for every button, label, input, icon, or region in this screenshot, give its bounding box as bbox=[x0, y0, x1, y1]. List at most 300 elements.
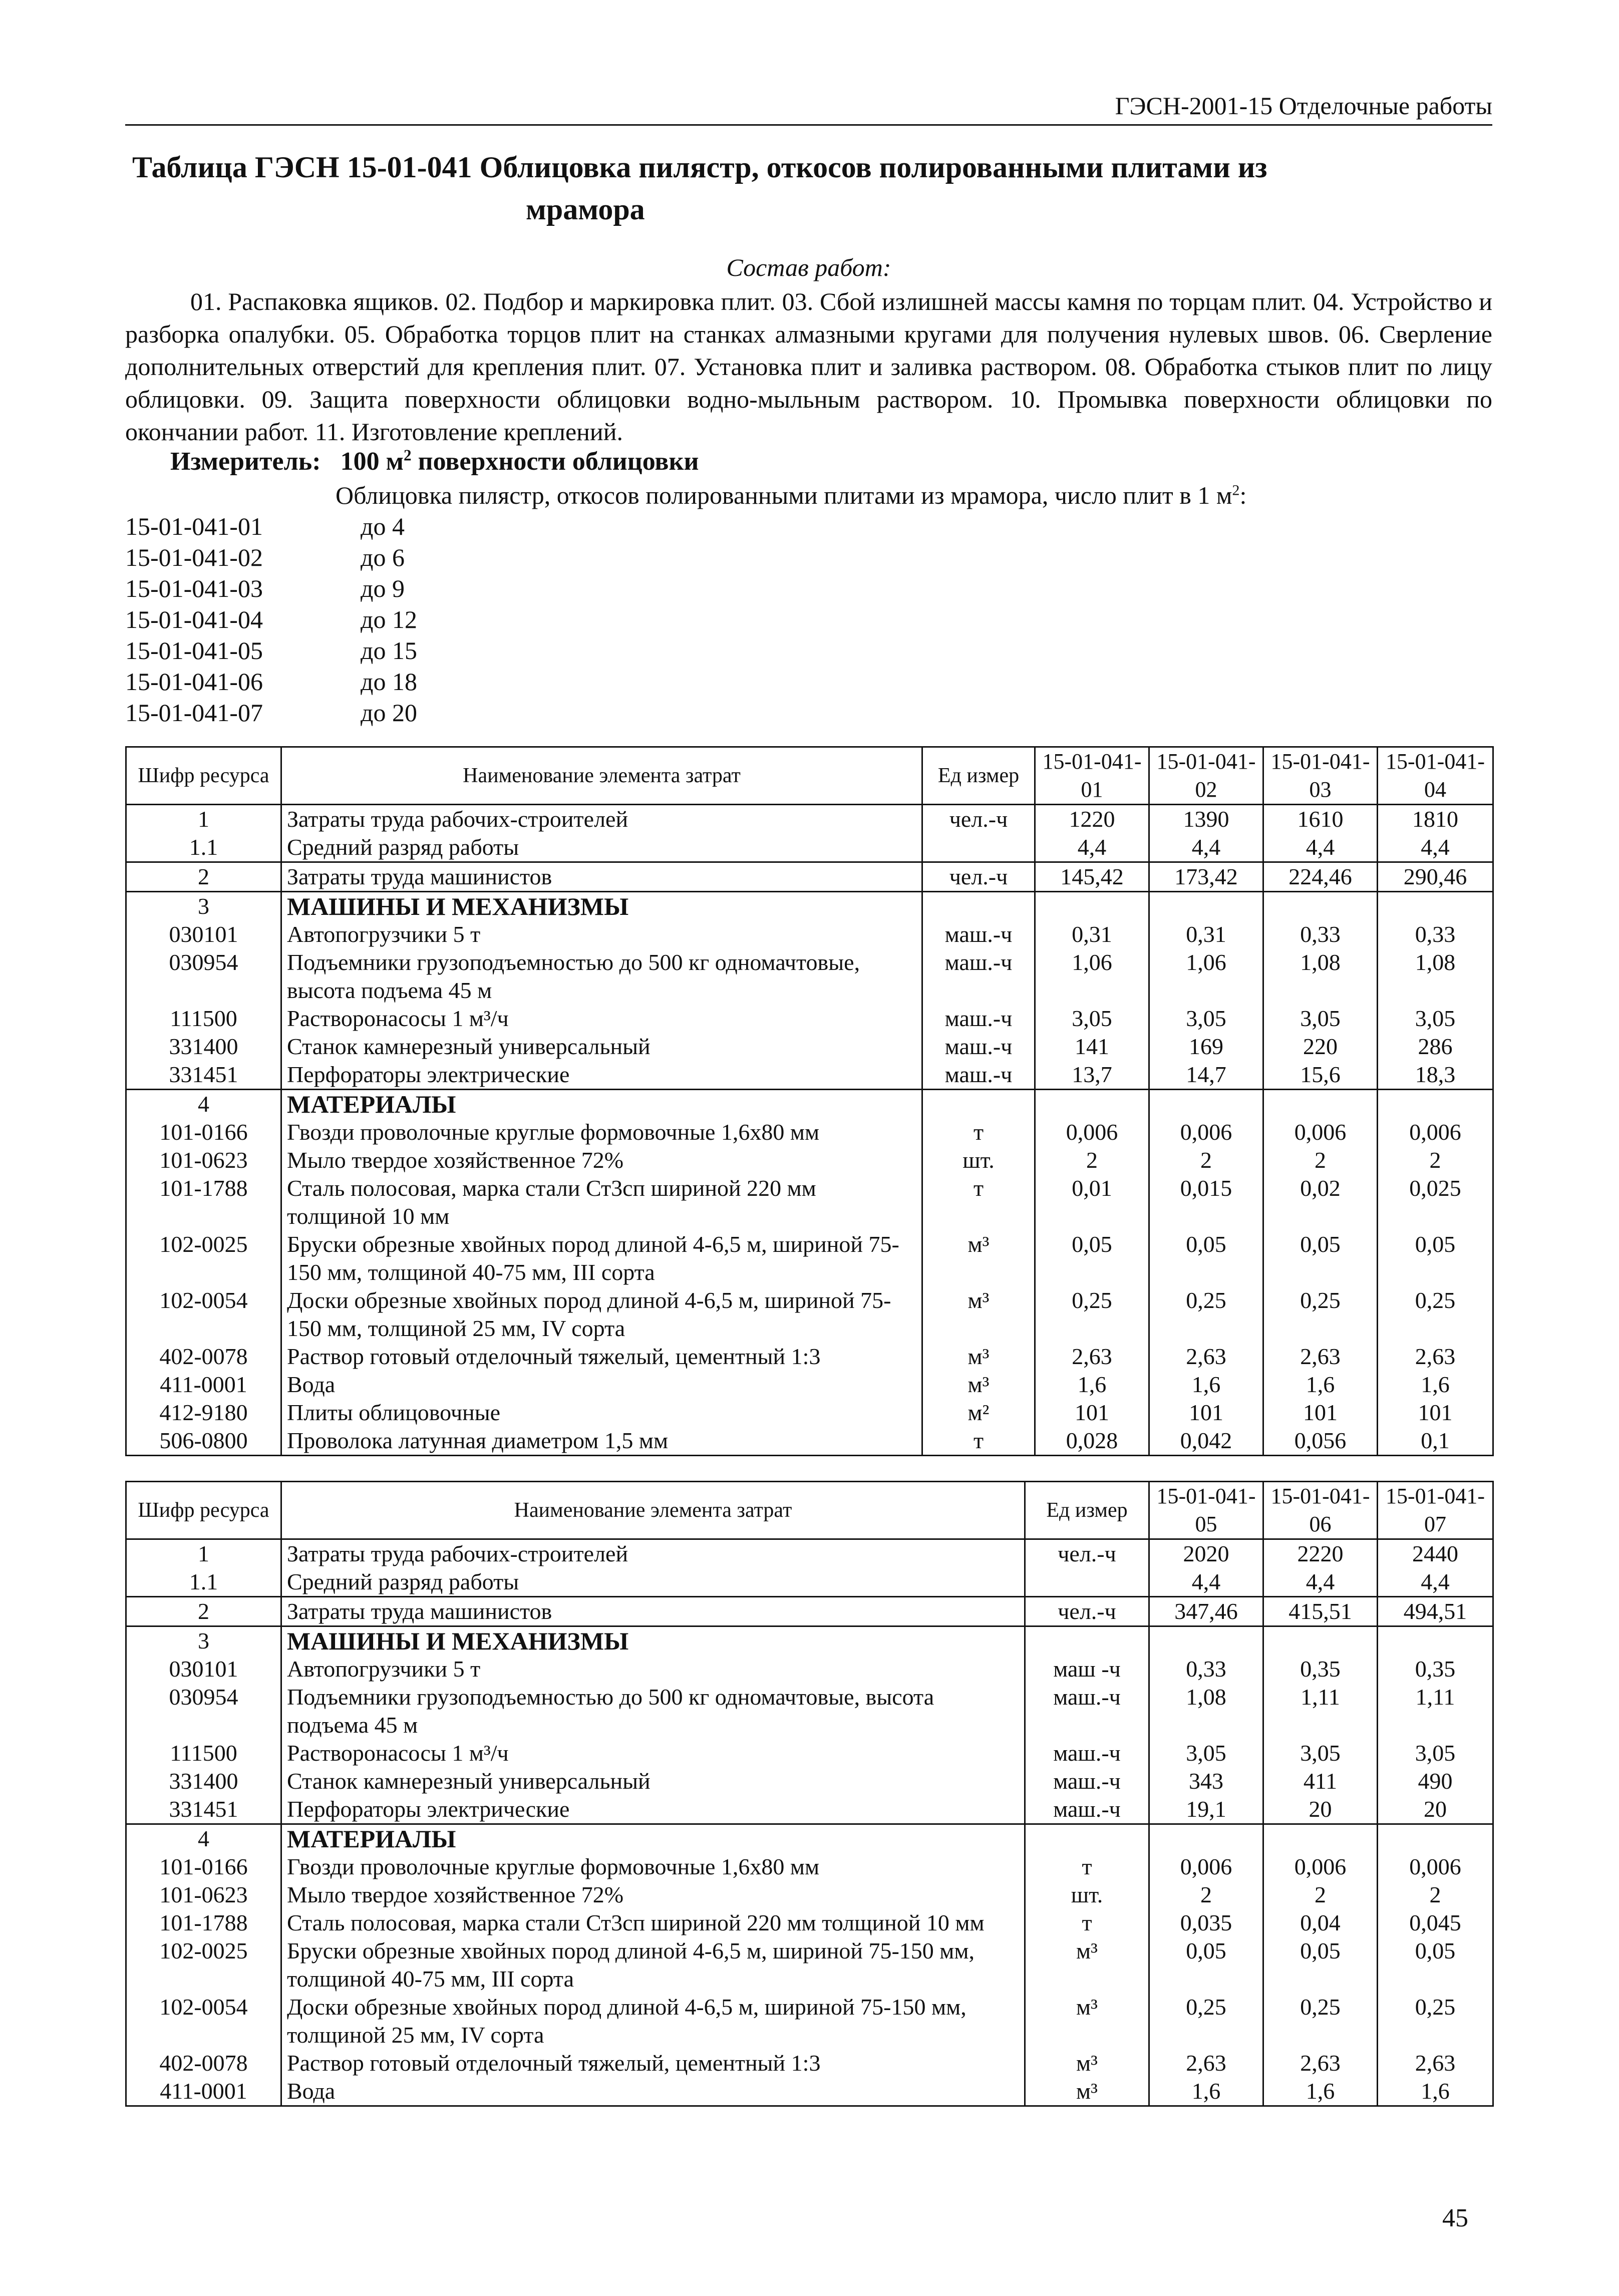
resource-code: 412-9180 bbox=[126, 1399, 281, 1427]
value-cell bbox=[1378, 1626, 1493, 1656]
value-cell: 0,05 bbox=[1149, 1230, 1263, 1286]
value-cell: 1,08 bbox=[1378, 948, 1493, 1005]
value-cell: 220 bbox=[1263, 1033, 1378, 1061]
unit: м³ bbox=[922, 1230, 1035, 1286]
value-cell: 4,4 bbox=[1378, 1568, 1493, 1597]
value-cell bbox=[1263, 892, 1378, 921]
value-cell: 0,35 bbox=[1378, 1655, 1493, 1683]
code-list-item bbox=[125, 666, 417, 697]
unit bbox=[922, 1090, 1035, 1119]
unit: чел.-ч bbox=[922, 862, 1035, 892]
value-cell: 18,3 bbox=[1378, 1061, 1493, 1090]
table-row bbox=[126, 1033, 1493, 1061]
unit bbox=[1025, 1626, 1149, 1656]
table-row bbox=[126, 1767, 1493, 1795]
value-cell: 2,63 bbox=[1149, 2049, 1263, 2077]
table-row bbox=[126, 1853, 1493, 1881]
header-unit: Ед измер bbox=[922, 747, 1035, 805]
section-row bbox=[126, 1090, 1493, 1119]
value-cell: 415,51 bbox=[1263, 1597, 1378, 1626]
header-column-code: 15-01-041-05 bbox=[1149, 1482, 1263, 1539]
cost-element-name: Вода bbox=[281, 1371, 922, 1399]
value-cell: 0,25 bbox=[1149, 1993, 1263, 2049]
value-cell: 0,025 bbox=[1378, 1174, 1493, 1230]
resource-code: 111500 bbox=[126, 1005, 281, 1033]
code-number: 15-01-041-07 bbox=[125, 699, 263, 727]
value-cell: 4,4 bbox=[1263, 833, 1378, 862]
value-cell: 0,02 bbox=[1263, 1174, 1378, 1230]
resource-code: 030954 bbox=[126, 1683, 281, 1739]
unit: т bbox=[922, 1427, 1035, 1456]
table-row bbox=[126, 2077, 1493, 2106]
cost-element-name: Затраты труда машинистов bbox=[281, 862, 922, 892]
value-cell: 1,06 bbox=[1035, 948, 1149, 1005]
title-line-1: Таблица ГЭСН 15-01-041 Облицовка пилястр, откосов полированными плитами из bbox=[132, 151, 1267, 184]
table-title bbox=[125, 146, 1492, 230]
value-cell: 2 bbox=[1149, 1146, 1263, 1174]
value-cell: 4,4 bbox=[1149, 833, 1263, 862]
note-pre: Облицовка пилястр, откосов полированными плитами из мрамора, число плит в 1 м bbox=[336, 481, 1232, 509]
value-cell: 0,04 bbox=[1263, 1909, 1378, 1937]
unit: т bbox=[1025, 1853, 1149, 1881]
code-number: 15-01-041-03 bbox=[125, 574, 263, 602]
value-cell bbox=[1378, 1090, 1493, 1119]
cost-element-name: Бруски обрезные хвойных пород длиной 4-6,5 м, шириной 75-150 мм, толщиной 40-75 мм, III сорта bbox=[281, 1937, 1025, 1993]
unit: маш.-ч bbox=[922, 920, 1035, 948]
measure-value-post: поверхности облицовки bbox=[411, 447, 699, 476]
resource-code: 3 bbox=[126, 892, 281, 921]
value-cell: 0,006 bbox=[1149, 1853, 1263, 1881]
cost-element-name: Доски обрезные хвойных пород длиной 4-6,5 м, шириной 75-150 мм, толщиной 25 мм, IV сорта bbox=[281, 1993, 1025, 2049]
code-list bbox=[125, 511, 417, 728]
cost-element-name: Средний разряд работы bbox=[281, 1568, 1025, 1597]
resource-code: 101-0623 bbox=[126, 1146, 281, 1174]
value-cell: 15,6 bbox=[1263, 1061, 1378, 1090]
header-column-code: 15-01-041-07 bbox=[1378, 1482, 1493, 1539]
value-cell bbox=[1149, 1626, 1263, 1656]
cost-element-name: Мыло твердое хозяйственное 72% bbox=[281, 1146, 922, 1174]
value-cell: 0,33 bbox=[1378, 920, 1493, 948]
value-cell: 1,6 bbox=[1263, 2077, 1378, 2106]
table-row bbox=[126, 1174, 1493, 1230]
value-cell: 101 bbox=[1035, 1399, 1149, 1427]
resource-code: 1 bbox=[126, 805, 281, 834]
value-cell: 0,33 bbox=[1263, 920, 1378, 948]
value-cell: 1220 bbox=[1035, 805, 1149, 834]
value-cell bbox=[1149, 1824, 1263, 1853]
code-list-item bbox=[125, 635, 417, 666]
header-column-code: 15-01-041-02 bbox=[1149, 747, 1263, 805]
unit: м³ bbox=[1025, 1993, 1149, 2049]
header-code: Шифр ресурса bbox=[126, 747, 281, 805]
value-cell: 2,63 bbox=[1263, 2049, 1378, 2077]
cost-element-name: МАТЕРИАЛЫ bbox=[281, 1824, 1025, 1853]
value-cell: 286 bbox=[1378, 1033, 1493, 1061]
value-cell: 347,46 bbox=[1149, 1597, 1263, 1626]
value-cell: 20 bbox=[1378, 1795, 1493, 1824]
unit: м³ bbox=[1025, 2049, 1149, 2077]
value-cell: 224,46 bbox=[1263, 862, 1378, 892]
value-cell: 101 bbox=[1149, 1399, 1263, 1427]
value-cell: 0,05 bbox=[1149, 1937, 1263, 1993]
value-cell: 0,056 bbox=[1263, 1427, 1378, 1456]
value-cell bbox=[1263, 1824, 1378, 1853]
table-row bbox=[126, 1909, 1493, 1937]
resource-code: 102-0025 bbox=[126, 1230, 281, 1286]
code-description: до 20 bbox=[361, 699, 417, 727]
value-cell: 0,028 bbox=[1035, 1427, 1149, 1456]
unit: чел.-ч bbox=[922, 805, 1035, 834]
unit: маш.-ч bbox=[1025, 1739, 1149, 1767]
table-row bbox=[126, 1739, 1493, 1767]
table-row bbox=[126, 920, 1493, 948]
table-row bbox=[126, 1371, 1493, 1399]
cost-element-name: Проволока латунная диаметром 1,5 мм bbox=[281, 1427, 922, 1456]
resource-code: 102-0025 bbox=[126, 1937, 281, 1993]
value-cell: 0,31 bbox=[1035, 920, 1149, 948]
unit: т bbox=[922, 1174, 1035, 1230]
header-name: Наименование элемента затрат bbox=[281, 1482, 1025, 1539]
table-row bbox=[126, 1568, 1493, 1597]
measure-value-pre: 100 м bbox=[340, 447, 404, 476]
section-row bbox=[126, 892, 1493, 921]
header-column-code: 15-01-041-06 bbox=[1263, 1482, 1378, 1539]
cost-element-name: Мыло твердое хозяйственное 72% bbox=[281, 1881, 1025, 1909]
value-cell: 1,11 bbox=[1263, 1683, 1378, 1739]
cost-element-name: МАШИНЫ И МЕХАНИЗМЫ bbox=[281, 1626, 1025, 1656]
cost-element-name: МАШИНЫ И МЕХАНИЗМЫ bbox=[281, 892, 922, 921]
cost-element-name: Растворонасосы 1 м³/ч bbox=[281, 1005, 922, 1033]
value-cell: 3,05 bbox=[1378, 1739, 1493, 1767]
work-composition-text: 01. Распаковка ящиков. 02. Подбор и маркировка плит. 03. Сбой излишней массы камня по торцам плит. 04. Устройство и разборка опалубки. 05. Обработка торцов плит на станках алмазными кругами для получения нулевых швов. 06. Сверление дополнительных отверстий для крепления плит. 07. Установка плит и заливка раствором. 08. Обработка стыков плит по лицу облицовки. 09. Защита поверхности облицовки водно-мыльным раствором. 10. Промывка поверхности облицовки по окончании работ. 11. Изготовление креплений. bbox=[125, 287, 1492, 446]
value-cell: 4,4 bbox=[1378, 833, 1493, 862]
table-header-row bbox=[126, 1482, 1493, 1539]
resource-code: 331451 bbox=[126, 1061, 281, 1090]
value-cell: 0,006 bbox=[1378, 1853, 1493, 1881]
value-cell: 343 bbox=[1149, 1767, 1263, 1795]
value-cell: 4,4 bbox=[1149, 1568, 1263, 1597]
value-cell: 3,05 bbox=[1149, 1005, 1263, 1033]
cost-element-name: Станок камнерезный универсальный bbox=[281, 1767, 1025, 1795]
code-number: 15-01-041-04 bbox=[125, 605, 263, 633]
resource-code: 1.1 bbox=[126, 833, 281, 862]
unit: маш -ч bbox=[1025, 1655, 1149, 1683]
value-cell: 3,05 bbox=[1378, 1005, 1493, 1033]
value-cell: 13,7 bbox=[1035, 1061, 1149, 1090]
table-row bbox=[126, 1597, 1493, 1626]
table-row bbox=[126, 1427, 1493, 1456]
value-cell: 2440 bbox=[1378, 1539, 1493, 1568]
value-cell: 1,6 bbox=[1378, 2077, 1493, 2106]
value-cell: 2020 bbox=[1149, 1539, 1263, 1568]
cost-element-name: Затраты труда машинистов bbox=[281, 1597, 1025, 1626]
value-cell: 101 bbox=[1378, 1399, 1493, 1427]
resource-code: 506-0800 bbox=[126, 1427, 281, 1456]
code-description: до 9 bbox=[361, 574, 405, 602]
value-cell: 0,042 bbox=[1149, 1427, 1263, 1456]
cost-element-name: Доски обрезные хвойных пород длиной 4-6,5 м, шириной 75-150 мм, толщиной 25 мм, IV сорта bbox=[281, 1286, 922, 1343]
table-header-row bbox=[126, 747, 1493, 805]
value-cell: 4,4 bbox=[1035, 833, 1149, 862]
value-cell: 0,05 bbox=[1263, 1937, 1378, 1993]
unit: м³ bbox=[1025, 1937, 1149, 1993]
unit bbox=[1025, 1824, 1149, 1853]
value-cell: 19,1 bbox=[1149, 1795, 1263, 1824]
cost-element-name: Подъемники грузоподъемностью до 500 кг одномачтовые, высота подъема 45 м bbox=[281, 948, 922, 1005]
value-cell: 0,25 bbox=[1035, 1286, 1149, 1343]
unit bbox=[1025, 1568, 1149, 1597]
resource-code: 402-0078 bbox=[126, 1343, 281, 1371]
value-cell: 0,33 bbox=[1149, 1655, 1263, 1683]
value-cell: 1610 bbox=[1263, 805, 1378, 834]
value-cell: 0,006 bbox=[1263, 1118, 1378, 1146]
resource-code: 3 bbox=[126, 1626, 281, 1656]
unit: маш.-ч bbox=[1025, 1767, 1149, 1795]
table-row bbox=[126, 1343, 1493, 1371]
code-description: до 6 bbox=[361, 543, 405, 571]
table-row bbox=[126, 1061, 1493, 1090]
value-cell: 101 bbox=[1263, 1399, 1378, 1427]
value-cell: 490 bbox=[1378, 1767, 1493, 1795]
value-cell: 2 bbox=[1378, 1881, 1493, 1909]
note-sup: 2 bbox=[1232, 482, 1240, 499]
cost-element-name: Вода bbox=[281, 2077, 1025, 2106]
cost-element-name: Плиты облицовочные bbox=[281, 1399, 922, 1427]
unit: т bbox=[922, 1118, 1035, 1146]
unit: м³ bbox=[922, 1286, 1035, 1343]
cost-element-name: Раствор готовый отделочный тяжелый, цементный 1:3 bbox=[281, 2049, 1025, 2077]
code-description: до 15 bbox=[361, 636, 417, 665]
unit: м³ bbox=[922, 1343, 1035, 1371]
unit: маш.-ч bbox=[922, 1033, 1035, 1061]
unit: м³ bbox=[922, 1371, 1035, 1399]
table-row bbox=[126, 1993, 1493, 2049]
value-cell: 3,05 bbox=[1035, 1005, 1149, 1033]
resource-code: 101-0166 bbox=[126, 1853, 281, 1881]
value-cell: 169 bbox=[1149, 1033, 1263, 1061]
value-cell: 0,05 bbox=[1378, 1937, 1493, 1993]
table-row bbox=[126, 1881, 1493, 1909]
table-row bbox=[126, 1286, 1493, 1343]
value-cell bbox=[1035, 1090, 1149, 1119]
value-cell bbox=[1149, 1090, 1263, 1119]
code-list-item bbox=[125, 542, 417, 573]
cost-element-name: Подъемники грузоподъемностью до 500 кг одномачтовые, высота подъема 45 м bbox=[281, 1683, 1025, 1739]
header-name: Наименование элемента затрат bbox=[281, 747, 922, 805]
cost-element-name: Перфораторы электрические bbox=[281, 1061, 922, 1090]
note-post: : bbox=[1239, 481, 1247, 509]
unit bbox=[922, 892, 1035, 921]
measure-label: Измеритель: bbox=[170, 447, 321, 476]
resource-code: 2 bbox=[126, 1597, 281, 1626]
unit: чел.-ч bbox=[1025, 1539, 1149, 1568]
table-row bbox=[126, 2049, 1493, 2077]
code-list-item bbox=[125, 697, 417, 728]
value-cell: 0,25 bbox=[1263, 1993, 1378, 2049]
value-cell bbox=[1149, 892, 1263, 921]
value-cell: 0,35 bbox=[1263, 1655, 1378, 1683]
value-cell: 2 bbox=[1035, 1146, 1149, 1174]
cost-table-2 bbox=[125, 1481, 1494, 2107]
resource-code: 1 bbox=[126, 1539, 281, 1568]
value-cell: 14,7 bbox=[1149, 1061, 1263, 1090]
resource-code: 2 bbox=[126, 862, 281, 892]
value-cell bbox=[1263, 1626, 1378, 1656]
value-cell: 1,6 bbox=[1149, 1371, 1263, 1399]
table-row bbox=[126, 948, 1493, 1005]
value-cell: 0,05 bbox=[1035, 1230, 1149, 1286]
value-cell: 0,1 bbox=[1378, 1427, 1493, 1456]
code-description: до 4 bbox=[361, 512, 405, 540]
section-row bbox=[126, 1824, 1493, 1853]
value-cell: 1,6 bbox=[1378, 1371, 1493, 1399]
value-cell: 2,63 bbox=[1035, 1343, 1149, 1371]
resource-code: 331400 bbox=[126, 1767, 281, 1795]
unit: м² bbox=[922, 1399, 1035, 1427]
value-cell: 0,006 bbox=[1149, 1118, 1263, 1146]
work-composition-heading: Состав работ: bbox=[726, 253, 891, 281]
code-list-item bbox=[125, 604, 417, 635]
value-cell: 3,05 bbox=[1263, 1005, 1378, 1033]
cost-element-name: Затраты труда рабочих-строителей bbox=[281, 805, 922, 834]
header-unit: Ед измер bbox=[1025, 1482, 1149, 1539]
value-cell: 0,05 bbox=[1263, 1230, 1378, 1286]
value-cell: 1390 bbox=[1149, 805, 1263, 834]
value-cell: 2,63 bbox=[1149, 1343, 1263, 1371]
cost-element-name: Затраты труда рабочих-строителей bbox=[281, 1539, 1025, 1568]
resource-code: 102-0054 bbox=[126, 1286, 281, 1343]
resource-code: 4 bbox=[126, 1824, 281, 1853]
table-row bbox=[126, 1539, 1493, 1568]
value-cell: 1,11 bbox=[1378, 1683, 1493, 1739]
resource-code: 101-0623 bbox=[126, 1881, 281, 1909]
value-cell: 0,25 bbox=[1378, 1286, 1493, 1343]
plates-note bbox=[125, 481, 1492, 510]
resource-code: 101-1788 bbox=[126, 1909, 281, 1937]
header-code: Шифр ресурса bbox=[126, 1482, 281, 1539]
value-cell: 0,006 bbox=[1035, 1118, 1149, 1146]
value-cell: 0,25 bbox=[1378, 1993, 1493, 2049]
code-description: до 12 bbox=[361, 605, 417, 633]
value-cell: 1810 bbox=[1378, 805, 1493, 834]
value-cell: 0,006 bbox=[1263, 1853, 1378, 1881]
value-cell: 1,6 bbox=[1035, 1371, 1149, 1399]
resource-code: 030101 bbox=[126, 1655, 281, 1683]
table-row bbox=[126, 805, 1493, 834]
table-row bbox=[126, 1146, 1493, 1174]
unit bbox=[922, 833, 1035, 862]
value-cell: 0,25 bbox=[1263, 1286, 1378, 1343]
cost-element-name: МАТЕРИАЛЫ bbox=[281, 1090, 922, 1119]
value-cell: 2 bbox=[1378, 1146, 1493, 1174]
cost-element-name: Бруски обрезные хвойных пород длиной 4-6,5 м, шириной 75-150 мм, толщиной 40-75 мм, III сорта bbox=[281, 1230, 922, 1286]
resource-code: 102-0054 bbox=[126, 1993, 281, 2049]
cost-element-name: Станок камнерезный универсальный bbox=[281, 1033, 922, 1061]
cost-element-name: Гвозди проволочные круглые формовочные 1,6х80 мм bbox=[281, 1118, 922, 1146]
unit: чел.-ч bbox=[1025, 1597, 1149, 1626]
table-row bbox=[126, 1005, 1493, 1033]
header-column-code: 15-01-041-04 bbox=[1378, 747, 1493, 805]
value-cell: 0,045 bbox=[1378, 1909, 1493, 1937]
resource-code: 4 bbox=[126, 1090, 281, 1119]
value-cell: 1,08 bbox=[1263, 948, 1378, 1005]
table-row bbox=[126, 862, 1493, 892]
resource-code: 030101 bbox=[126, 920, 281, 948]
cost-element-name: Автопогрузчики 5 т bbox=[281, 920, 922, 948]
cost-element-name: Сталь полосовая, марка стали Ст3сп шириной 220 мм толщиной 10 мм bbox=[281, 1174, 922, 1230]
value-cell: 0,01 bbox=[1035, 1174, 1149, 1230]
table-row bbox=[126, 1118, 1493, 1146]
table-row bbox=[126, 1795, 1493, 1824]
unit: маш.-ч bbox=[922, 1005, 1035, 1033]
cost-element-name: Сталь полосовая, марка стали Ст3сп шириной 220 мм толщиной 10 мм bbox=[281, 1909, 1025, 1937]
page-number: 45 bbox=[1442, 2204, 1468, 2232]
table-row bbox=[126, 833, 1493, 862]
unit: шт. bbox=[1025, 1881, 1149, 1909]
value-cell: 0,05 bbox=[1378, 1230, 1493, 1286]
value-cell: 2,63 bbox=[1263, 1343, 1378, 1371]
value-cell: 3,05 bbox=[1263, 1739, 1378, 1767]
unit: маш.-ч bbox=[922, 1061, 1035, 1090]
code-number: 15-01-041-06 bbox=[125, 668, 263, 696]
header-column-code: 15-01-041-01 bbox=[1035, 747, 1149, 805]
value-cell: 411 bbox=[1263, 1767, 1378, 1795]
value-cell: 494,51 bbox=[1378, 1597, 1493, 1626]
value-cell bbox=[1378, 1824, 1493, 1853]
value-cell bbox=[1035, 892, 1149, 921]
value-cell: 2 bbox=[1149, 1881, 1263, 1909]
cost-table-1 bbox=[125, 746, 1494, 1456]
value-cell: 145,42 bbox=[1035, 862, 1149, 892]
value-cell bbox=[1378, 892, 1493, 921]
resource-code: 101-1788 bbox=[126, 1174, 281, 1230]
value-cell: 1,6 bbox=[1149, 2077, 1263, 2106]
code-description: до 18 bbox=[361, 668, 417, 696]
cost-element-name: Гвозди проволочные круглые формовочные 1,6х80 мм bbox=[281, 1853, 1025, 1881]
table-row bbox=[126, 1230, 1493, 1286]
value-cell: 2,63 bbox=[1378, 2049, 1493, 2077]
table-row bbox=[126, 1683, 1493, 1739]
value-cell: 0,31 bbox=[1149, 920, 1263, 948]
resource-code: 411-0001 bbox=[126, 1371, 281, 1399]
code-list-item bbox=[125, 573, 417, 604]
cost-element-name: Растворонасосы 1 м³/ч bbox=[281, 1739, 1025, 1767]
code-number: 15-01-041-05 bbox=[125, 636, 263, 665]
value-cell: 1,08 bbox=[1149, 1683, 1263, 1739]
resource-code: 331400 bbox=[126, 1033, 281, 1061]
cost-element-name: Средний разряд работы bbox=[281, 833, 922, 862]
value-cell: 0,25 bbox=[1149, 1286, 1263, 1343]
unit: т bbox=[1025, 1909, 1149, 1937]
value-cell: 2,63 bbox=[1378, 1343, 1493, 1371]
value-cell: 1,6 bbox=[1263, 1371, 1378, 1399]
table-row bbox=[126, 1399, 1493, 1427]
value-cell: 20 bbox=[1263, 1795, 1378, 1824]
value-cell: 0,006 bbox=[1378, 1118, 1493, 1146]
header-column-code: 15-01-041-03 bbox=[1263, 747, 1378, 805]
resource-code: 411-0001 bbox=[126, 2077, 281, 2106]
unit: маш.-ч bbox=[922, 948, 1035, 1005]
value-cell: 2220 bbox=[1263, 1539, 1378, 1568]
resource-code: 1.1 bbox=[126, 1568, 281, 1597]
cost-element-name: Автопогрузчики 5 т bbox=[281, 1655, 1025, 1683]
resource-code: 111500 bbox=[126, 1739, 281, 1767]
unit: маш.-ч bbox=[1025, 1683, 1149, 1739]
unit: маш.-ч bbox=[1025, 1795, 1149, 1824]
unit: шт. bbox=[922, 1146, 1035, 1174]
value-cell: 4,4 bbox=[1263, 1568, 1378, 1597]
measure-value-sup: 2 bbox=[404, 446, 412, 464]
